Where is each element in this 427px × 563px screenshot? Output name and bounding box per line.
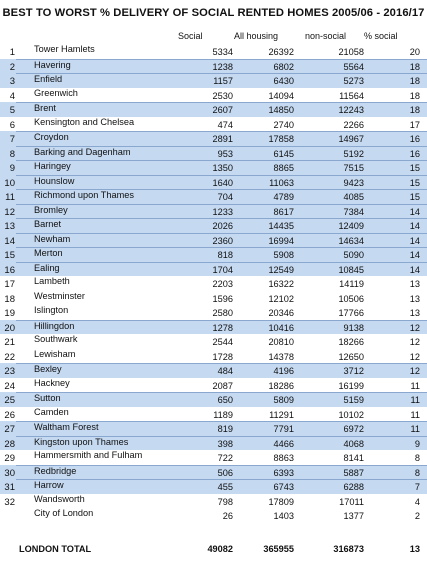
row-cells bbox=[16, 508, 427, 523]
borough-name: Islington bbox=[34, 305, 69, 315]
total-row bbox=[0, 543, 427, 557]
social-value: 474 bbox=[217, 119, 233, 130]
social-value: 2026 bbox=[212, 221, 233, 231]
borough-name: Hillingdon bbox=[34, 320, 75, 331]
pct-social-value: 4 bbox=[414, 496, 420, 507]
row-rank: 2 bbox=[9, 61, 15, 73]
non-social-value: 10102 bbox=[338, 409, 364, 420]
non-social-value: 7384 bbox=[343, 206, 364, 217]
borough-name: Croydon bbox=[34, 132, 69, 142]
social-value: 2087 bbox=[212, 380, 233, 391]
borough-name: Enfield bbox=[34, 74, 63, 84]
page-title: BEST TO WORST % DELIVERY OF SOCIAL RENTED HOMES 2005/06 - 2016/17 bbox=[2, 7, 425, 19]
non-social-value: 5564 bbox=[343, 61, 364, 72]
non-social-value: 14967 bbox=[338, 134, 364, 144]
all-housing-value: 11063 bbox=[269, 177, 294, 188]
table-row bbox=[0, 363, 427, 378]
non-social-value: 6288 bbox=[343, 482, 364, 492]
all-housing-value: 8865 bbox=[273, 163, 294, 173]
pct-social-value: 2 bbox=[414, 511, 420, 521]
non-social-value: 12650 bbox=[338, 351, 364, 362]
non-social-value: 14119 bbox=[339, 279, 364, 289]
borough-name: Kensington and Chelsea bbox=[34, 116, 135, 127]
social-value: 953 bbox=[217, 148, 233, 159]
row-rank: 7 bbox=[9, 134, 15, 145]
table-row bbox=[0, 305, 427, 320]
row-rank: 20 bbox=[4, 322, 15, 334]
social-value: 455 bbox=[217, 482, 233, 492]
table-row bbox=[0, 407, 427, 422]
borough-name: Greenwich bbox=[34, 87, 78, 98]
non-social-value: 16199 bbox=[338, 380, 364, 391]
pct-social-value: 14 bbox=[409, 250, 420, 260]
social-value: 1278 bbox=[212, 322, 233, 333]
borough-name: Bexley bbox=[34, 364, 62, 374]
table-row bbox=[0, 378, 427, 393]
pct-social-value: 15 bbox=[409, 192, 420, 202]
borough-name: Merton bbox=[34, 248, 63, 258]
pct-social-value: 14 bbox=[409, 221, 420, 231]
all-housing-value: 5908 bbox=[273, 250, 294, 260]
pct-social-value: 14 bbox=[409, 206, 420, 217]
table-row bbox=[0, 450, 427, 465]
row-rank: 25 bbox=[4, 395, 15, 406]
table-row bbox=[0, 523, 427, 538]
social-value: 798 bbox=[217, 496, 233, 507]
row-rank: 11 bbox=[5, 192, 15, 203]
borough-name: Bromley bbox=[34, 204, 68, 215]
pct-social-value: 11 bbox=[410, 409, 420, 420]
social-value: 1596 bbox=[212, 293, 233, 304]
pct-social-value: 14 bbox=[409, 235, 420, 246]
all-housing-value: 7791 bbox=[273, 424, 294, 434]
table-row bbox=[0, 392, 427, 407]
total-non-social: 316873 bbox=[333, 544, 364, 554]
non-social-value: 9423 bbox=[343, 177, 364, 188]
borough-name: Harrow bbox=[34, 480, 64, 490]
total-social: 49082 bbox=[207, 544, 233, 554]
header-pct-social: % social bbox=[364, 31, 398, 41]
social-value: 818 bbox=[217, 250, 233, 260]
header-all-housing: All housing bbox=[234, 31, 279, 41]
row-rank: 22 bbox=[4, 351, 15, 363]
all-housing-value: 14850 bbox=[268, 105, 294, 115]
borough-name: Hammersmith and Fulham bbox=[34, 450, 143, 460]
non-social-value: 18266 bbox=[338, 337, 364, 347]
row-rank: 31 bbox=[4, 482, 15, 493]
pct-social-value: 20 bbox=[409, 47, 420, 57]
row-rank: 30 bbox=[4, 467, 15, 479]
non-social-value: 17011 bbox=[339, 496, 364, 507]
borough-name: Hackney bbox=[34, 377, 70, 388]
all-housing-value: 6393 bbox=[273, 467, 294, 478]
row-rank: 12 bbox=[4, 206, 15, 218]
borough-name: Southwark bbox=[34, 334, 78, 344]
borough-name: Redbridge bbox=[34, 465, 77, 476]
row-rank: 23 bbox=[4, 366, 15, 377]
non-social-value: 11564 bbox=[339, 90, 364, 101]
table-row bbox=[0, 291, 427, 306]
row-rank: 19 bbox=[4, 308, 15, 319]
non-social-value: 6972 bbox=[343, 424, 364, 434]
pct-social-value: 15 bbox=[409, 177, 420, 188]
pct-social-value: 12 bbox=[409, 366, 420, 376]
pct-social-value: 8 bbox=[414, 453, 420, 463]
table-row bbox=[0, 494, 427, 509]
all-housing-value: 12549 bbox=[268, 264, 294, 275]
table-row bbox=[0, 320, 427, 335]
total-pct-social: 13 bbox=[409, 544, 420, 554]
non-social-value: 9138 bbox=[343, 322, 364, 333]
column-headers bbox=[0, 30, 427, 44]
non-social-value: 17766 bbox=[338, 308, 364, 318]
all-housing-value: 20810 bbox=[268, 337, 294, 347]
table-row bbox=[0, 436, 427, 451]
all-housing-value: 11291 bbox=[269, 409, 294, 420]
borough-name: Barking and Dagenham bbox=[34, 146, 131, 157]
social-value: 1233 bbox=[212, 206, 233, 217]
row-rank: 29 bbox=[4, 453, 15, 464]
borough-name: Richmond upon Thames bbox=[34, 190, 134, 200]
social-value: 704 bbox=[217, 192, 233, 202]
all-housing-value: 17858 bbox=[268, 134, 294, 144]
pct-social-value: 16 bbox=[409, 148, 420, 159]
social-value: 819 bbox=[217, 424, 233, 434]
table-row bbox=[0, 59, 427, 74]
non-social-value: 5887 bbox=[343, 467, 364, 478]
row-rank: 15 bbox=[4, 250, 15, 261]
borough-name: Kingston upon Thames bbox=[34, 436, 129, 447]
non-social-value: 12409 bbox=[338, 221, 364, 231]
all-housing-value: 14435 bbox=[268, 221, 294, 231]
borough-name: Barnet bbox=[34, 219, 62, 229]
social-value: 2360 bbox=[212, 235, 233, 246]
pct-social-value: 13 bbox=[409, 279, 420, 289]
table-row bbox=[0, 421, 427, 436]
all-housing-value: 6145 bbox=[273, 148, 294, 159]
social-value: 26 bbox=[222, 511, 233, 521]
table-row bbox=[0, 189, 427, 204]
total-label: LONDON TOTAL bbox=[19, 544, 92, 554]
all-housing-value: 18286 bbox=[268, 380, 294, 391]
social-value: 1189 bbox=[213, 409, 233, 420]
all-housing-value: 10416 bbox=[268, 322, 294, 333]
social-value: 2530 bbox=[212, 90, 233, 101]
table-row bbox=[0, 479, 427, 494]
social-value: 2544 bbox=[212, 337, 233, 347]
table-row bbox=[0, 204, 427, 219]
row-rank: 24 bbox=[4, 380, 15, 392]
pct-social-value: 16 bbox=[409, 134, 420, 144]
social-value: 2607 bbox=[212, 105, 233, 115]
pct-social-value: 18 bbox=[409, 90, 420, 101]
row-rank: 16 bbox=[4, 264, 15, 276]
borough-name: Waltham Forest bbox=[34, 422, 99, 432]
social-value: 484 bbox=[217, 366, 233, 376]
table-row bbox=[0, 73, 427, 88]
pct-social-value: 13 bbox=[409, 293, 420, 304]
non-social-value: 5159 bbox=[343, 395, 364, 405]
social-value: 2891 bbox=[212, 134, 233, 144]
row-rank: 1 bbox=[9, 47, 15, 58]
social-value: 1704 bbox=[212, 264, 233, 275]
social-value: 398 bbox=[217, 438, 233, 449]
pct-social-value: 12 bbox=[409, 337, 420, 347]
row-rank: 8 bbox=[9, 148, 15, 160]
social-value: 1728 bbox=[212, 351, 233, 362]
table-row bbox=[0, 117, 427, 132]
all-housing-value: 17809 bbox=[268, 496, 294, 507]
pct-social-value: 7 bbox=[414, 482, 420, 492]
table-row bbox=[0, 233, 427, 248]
pct-social-value: 17 bbox=[409, 119, 420, 130]
row-rank: 5 bbox=[9, 105, 15, 116]
pct-social-value: 12 bbox=[409, 322, 420, 333]
pct-social-value: 18 bbox=[409, 105, 420, 115]
row-rank: 21 bbox=[4, 337, 15, 348]
non-social-value: 2266 bbox=[343, 119, 364, 130]
non-social-value: 10845 bbox=[338, 264, 364, 275]
all-housing-value: 8863 bbox=[273, 453, 294, 463]
header-non-social: non-social bbox=[305, 31, 347, 41]
all-housing-value: 4196 bbox=[273, 366, 294, 376]
non-social-value: 8141 bbox=[343, 453, 364, 463]
table-row bbox=[0, 44, 427, 59]
row-rank: 17 bbox=[4, 279, 15, 290]
pct-social-value: 18 bbox=[409, 76, 420, 86]
non-social-value: 5090 bbox=[343, 250, 364, 260]
table-row bbox=[0, 465, 427, 480]
row-rank: 28 bbox=[4, 438, 15, 450]
header-social: Social bbox=[178, 31, 203, 41]
all-housing-value: 20346 bbox=[268, 308, 294, 318]
all-housing-value: 6430 bbox=[273, 76, 294, 86]
data-table bbox=[0, 44, 427, 537]
all-housing-value: 12102 bbox=[268, 293, 294, 304]
non-social-value: 1377 bbox=[343, 511, 364, 521]
borough-name: Brent bbox=[34, 103, 56, 113]
row-rank: 32 bbox=[4, 496, 15, 508]
all-housing-value: 6802 bbox=[273, 61, 294, 72]
borough-name: Wandsworth bbox=[34, 493, 85, 504]
all-housing-value: 16994 bbox=[268, 235, 294, 246]
pct-social-value: 8 bbox=[414, 467, 420, 478]
social-value: 506 bbox=[217, 467, 233, 478]
non-social-value: 5273 bbox=[343, 76, 364, 86]
social-value: 2203 bbox=[212, 279, 233, 289]
non-social-value: 14634 bbox=[338, 235, 364, 246]
row-rank: 6 bbox=[9, 119, 15, 131]
social-value: 5334 bbox=[212, 47, 233, 57]
pct-social-value: 14 bbox=[409, 264, 420, 275]
row-rank: 4 bbox=[9, 90, 15, 102]
table-row bbox=[0, 349, 427, 364]
borough-name: Sutton bbox=[34, 393, 61, 403]
table-row bbox=[0, 88, 427, 103]
all-housing-value: 6743 bbox=[273, 482, 294, 492]
borough-name: Hounslow bbox=[34, 175, 75, 186]
table-row bbox=[0, 131, 427, 146]
row-rank: 14 bbox=[4, 235, 15, 247]
borough-name: Ealing bbox=[34, 262, 60, 273]
pct-social-value: 11 bbox=[410, 424, 420, 434]
table-row bbox=[0, 218, 427, 233]
all-housing-value: 8617 bbox=[273, 206, 294, 217]
all-housing-value: 14094 bbox=[268, 90, 294, 101]
table-row bbox=[0, 334, 427, 349]
table-row bbox=[0, 508, 427, 523]
non-social-value: 4068 bbox=[343, 438, 364, 449]
non-social-value: 21058 bbox=[338, 47, 364, 57]
borough-name: Tower Hamlets bbox=[34, 44, 95, 54]
all-housing-value: 4789 bbox=[273, 192, 294, 202]
table-row bbox=[0, 160, 427, 175]
pct-social-value: 11 bbox=[410, 395, 420, 405]
borough-name: Westminster bbox=[34, 290, 85, 301]
non-social-value: 7515 bbox=[343, 163, 364, 173]
borough-name: Haringey bbox=[34, 161, 71, 171]
borough-name: City of London bbox=[34, 508, 94, 518]
table-row bbox=[0, 276, 427, 291]
pct-social-value: 15 bbox=[409, 163, 420, 173]
non-social-value: 5192 bbox=[343, 148, 364, 159]
row-cells bbox=[16, 523, 427, 538]
pct-social-value: 11 bbox=[410, 380, 420, 391]
pct-social-value: 18 bbox=[409, 61, 420, 72]
social-value: 650 bbox=[217, 395, 233, 405]
row-rank: 18 bbox=[4, 293, 15, 305]
all-housing-value: 1403 bbox=[273, 511, 294, 521]
social-value: 1640 bbox=[212, 177, 233, 188]
all-housing-value: 14378 bbox=[268, 351, 294, 362]
row-rank: 3 bbox=[9, 76, 15, 87]
social-value: 2580 bbox=[212, 308, 233, 318]
all-housing-value: 5809 bbox=[273, 395, 294, 405]
social-value: 1350 bbox=[212, 163, 233, 173]
pct-social-value: 13 bbox=[409, 308, 420, 318]
row-rank: 10 bbox=[4, 177, 15, 189]
table-row bbox=[0, 247, 427, 262]
social-value: 1157 bbox=[213, 76, 233, 86]
total-all-housing: 365955 bbox=[263, 544, 294, 554]
table-row bbox=[0, 146, 427, 161]
all-housing-value: 4466 bbox=[273, 438, 294, 449]
all-housing-value: 26392 bbox=[268, 47, 294, 57]
borough-name: Camden bbox=[34, 406, 69, 417]
borough-name: Lewisham bbox=[34, 348, 76, 359]
non-social-value: 3712 bbox=[343, 366, 364, 376]
row-rank: 13 bbox=[4, 221, 15, 232]
all-housing-value: 2740 bbox=[273, 119, 294, 130]
non-social-value: 10506 bbox=[338, 293, 364, 304]
non-social-value: 12243 bbox=[338, 105, 364, 115]
borough-name: Havering bbox=[34, 59, 71, 70]
row-rank: 9 bbox=[9, 163, 15, 174]
table-row bbox=[0, 262, 427, 277]
non-social-value: 4085 bbox=[343, 192, 364, 202]
pct-social-value: 9 bbox=[414, 438, 420, 449]
pct-social-value: 12 bbox=[409, 351, 420, 362]
table-row bbox=[0, 175, 427, 190]
all-housing-value: 16322 bbox=[268, 279, 294, 289]
borough-name: Lambeth bbox=[34, 276, 70, 286]
row-rank: 26 bbox=[4, 409, 15, 421]
social-value: 722 bbox=[217, 453, 233, 463]
table-row bbox=[0, 102, 427, 117]
social-value: 1238 bbox=[212, 61, 233, 72]
row-rank: 27 bbox=[4, 424, 15, 435]
borough-name: Newham bbox=[34, 233, 71, 244]
